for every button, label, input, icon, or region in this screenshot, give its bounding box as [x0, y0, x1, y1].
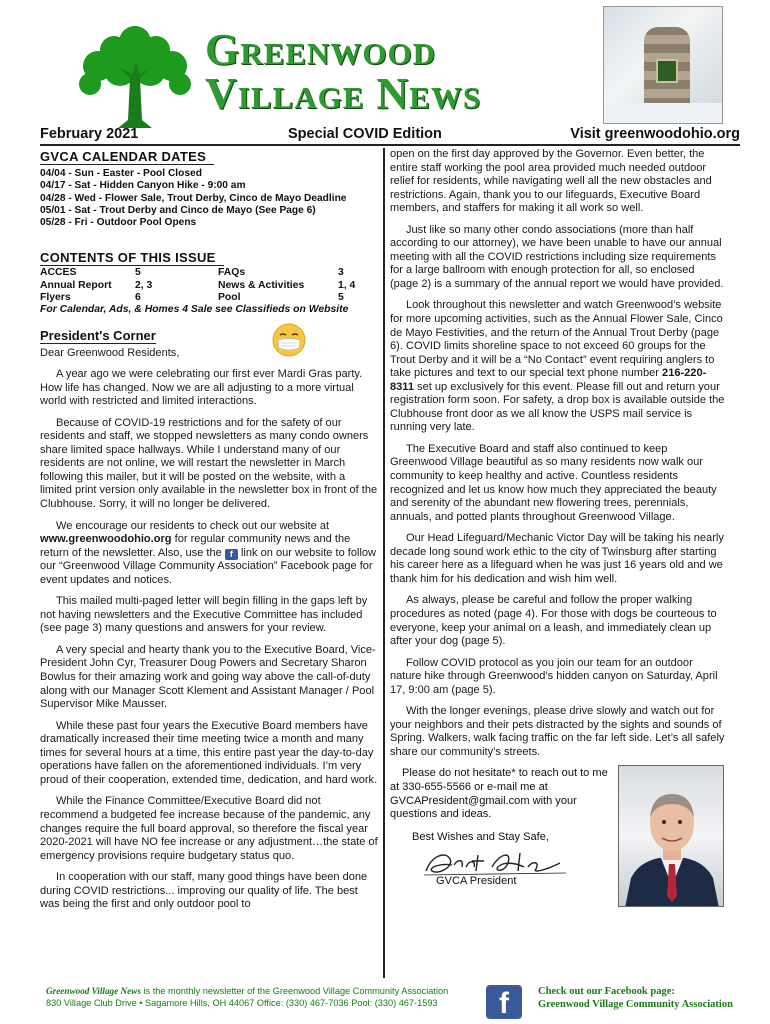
footer-info [46, 985, 448, 1009]
footer-text: is the monthly newsletter of the Greenwood Village Community Association [140, 986, 449, 996]
contents-entry: ACCES [40, 267, 77, 279]
facebook-callout-line2: Greenwood Village Community Association [538, 999, 733, 1010]
contents-page: 5 [338, 291, 344, 303]
visit-website: Visit greenwoodohio.org [570, 126, 740, 142]
newsletter-name: Greenwood Village News [46, 986, 141, 996]
facebook-callout[interactable] [538, 985, 733, 1011]
salutation: Dear Greenwood Residents, [40, 346, 180, 359]
best-wishes: Best Wishes and Stay Safe, [412, 831, 549, 844]
president-heading: President's Corner [40, 327, 156, 343]
paragraph: Follow COVID protocol as you join our team for an outdoor nature hike through Greenwood’s hidden canyon on Saturday, April 17, 9:00 am (page 5). [390, 656, 718, 696]
letter-continued [390, 148, 725, 759]
closing-paragraph: Please do not hesitate* to reach out to me at 330-655-5566 or e-mail me at GVCAPresident@gmail.com with your questions and ideas. [390, 767, 608, 821]
footer [0, 985, 770, 1024]
contents-section [40, 249, 380, 316]
contents-entry: News & Activities [218, 279, 305, 291]
entrance-sign-photo [603, 6, 723, 124]
text-run: Look throughout this newsletter and watch Greenwood’s website for more upcoming activities, such as the Annual Flower Sale, Cinco de Mayo Festivities, and the return of the Annual Trout Derby (page 6). COVID limits shoreline space to not exceed 60 groups for the Trout Derby and it will be a “No Contact” event requiring anglers to take pictures and text to our special text phone number [390, 299, 723, 380]
calendar-item: 04/17 - Sat - Hidden Canyon Hike - 9:00 am [40, 180, 246, 192]
contents-note: For Calendar, Ads, & Homes 4 Sale see Classifieds on Website [40, 304, 349, 316]
sign-plaque [656, 59, 678, 83]
paragraph: A very special and hearty thank you to the Executive Board, Vice-President John Cyr, Treasurer Doug Powers and Secretary Sharon Bowlus for their amazing work and going way above the call-of-duty along with our Manager Scott Klement and Assistant Manager / Pool Supervisor Mike Mausser. [40, 643, 376, 711]
contents-row [40, 267, 380, 279]
contents-page: 6 [135, 291, 141, 303]
closing-text [390, 767, 610, 821]
paragraph: While the Finance Committee/Executive Board did not recommend a budgeted fee increase because of the pandemic, any changes require the full board approval, so therefore the fiscal year 2020-2021 will have NO fee increase or any adjustment…the state of emergency provisions require budgetary status quo. [40, 795, 378, 862]
left-column [40, 148, 380, 920]
contents-entry: FAQs [218, 267, 246, 279]
paragraph: A year ago we were celebrating our first ever Mardi Gras party. How life has changed. Now we are all adjusting to a more virtual world with restricted and limited interactions. [40, 368, 363, 408]
issue-info-bar [40, 126, 740, 146]
paragraph: Our Head Lifeguard/Mechanic Victor Day will be taking his nearly decade long sound work ethic to the city of Twinsburg after starting his career here as a lifeguard when he was just 16 years old and we thank him for his dedication and wish him well. [390, 532, 724, 585]
facebook-callout-line1: Check out our Facebook page: [538, 986, 675, 997]
snow-ground [604, 103, 722, 123]
facebook-icon[interactable]: f [225, 549, 238, 560]
paragraph: In cooperation with our staff, many good things have been done during COVID restrictions... improving our quality of life. The best was being the first and only outdoor pool to [40, 871, 368, 911]
paragraph [40, 520, 380, 588]
calendar-item: 04/04 - Sun - Easter - Pool Closed [40, 168, 202, 179]
paragraph: Just like so many other condo associations (more than half according to our attorney), we have been unable to have our annual meeting with all the COVID restrictions including size requirements for a large ballroom with enough protection for all, so enclosed (page 2) is a summary of the annual report we would have provided. [390, 223, 724, 290]
facebook-icon[interactable]: f [486, 985, 522, 1019]
contents-table [40, 267, 380, 304]
issue-edition: Special COVID Edition [288, 126, 442, 142]
calendar-item: 05/28 - Fri - Outdoor Pool Opens [40, 217, 197, 229]
text-run: set up exclusively for this event. Please fill out and return your registration form soon. For safety, a drop box is available outside the Clubhouse front door as we all know the USPS mail service is running very late. [390, 380, 725, 434]
paragraph: Because of COVID-19 restrictions and for the safety of our residents and staff, we stopped newsletters as many condo owners share limited space hallways. While I understand many of our residents are not online, we will restart the newsletter in March following this mailer, but it will be posted on the website, with a limited print version only available in the newsletter box in front of the Clubhouse. Sorry, it will no longer be delivered. [40, 416, 378, 511]
signature-title: GVCA President [436, 875, 517, 888]
calendar-item: 05/01 - Sat - Trout Derby and Cinco de Mayo (See Page 6) [40, 204, 316, 216]
title-line2: Village News [205, 69, 482, 118]
contents-page: 3 [338, 267, 344, 279]
contents-page: 5 [135, 267, 141, 279]
calendar-heading: GVCA CALENDAR DATES [40, 149, 214, 165]
text-run: link on our website to follow our “Greenwood Village Community Association” Facebook page for event updates and notices. [40, 546, 377, 586]
president-letter [40, 347, 380, 912]
title-line1: Greenwood [205, 25, 436, 74]
footer-line2: 830 Village Club Drive • Sagamore Hills, OH 44067 Office: (330) 467-7036 Pool: (330) 467-1593 [46, 998, 438, 1009]
closing-block [390, 767, 725, 907]
right-column [390, 148, 725, 907]
contents-page: 2, 3 [135, 279, 153, 291]
masthead-title [205, 25, 482, 118]
paragraph: This mailed multi-paged letter will begin filling in the gaps left by not having newsletters and the Executive Committee has included (see page 3) many questions and answers for your review. [40, 595, 368, 635]
paragraph: As always, please be careful and follow the proper walking procedures as noted (page 4). For those with dogs be courteous to everyone, keep your animal on a leash, and immediately clean up after your dog (page 5). [390, 594, 717, 648]
column-divider [383, 148, 385, 978]
issue-date: February 2021 [40, 126, 139, 142]
paragraph: The Executive Board and staff also continued to keep Greenwood Village beautiful as so many residents now walk our community to keep healthy and active. Countless residents recognized and let us know how much they appreciated the beauty and serenity of the abundant new flowering trees, perennials, annuals, and potted plants throughout Greenwood Village. [390, 442, 717, 523]
contents-row [40, 280, 380, 292]
contents-heading: CONTENTS OF THIS ISSUE [40, 250, 224, 266]
website-link[interactable]: www.greenwoodohio.org [40, 533, 172, 546]
tree-logo-icon [70, 20, 200, 130]
masthead [0, 0, 770, 130]
text-phone-number: 216-220-8311 [390, 367, 707, 393]
president-heading-row [40, 327, 380, 357]
paragraph: open on the first day approved by the Governor. Even better, the entire staff working the pool area provided much needed outdoor relief for residents, while navigating well all the new obstacles and restrictions. Again, thank you to our lifeguards, Executive Board members, and staffers for making it all work so well. [390, 148, 712, 215]
contents-page: 1, 4 [338, 279, 356, 291]
paragraph: With the longer evenings, please drive slowly and watch out for your neighbors and their pets distracted by the sights and sounds of Spring. Walkers, walk facing traffic on the far left side. Let’s all safely share our community’s streets. [390, 705, 725, 758]
text-run: for regular community news and the return of the newsletter. Also, use the [40, 533, 351, 559]
president-portrait-photo [618, 765, 724, 907]
text-run: We encourage our residents to check out our website at [56, 519, 330, 532]
contents-entry: Pool [218, 291, 241, 303]
paragraph: While these past four years the Executive Board members have dramatically increased their time meeting twice a month and many times for several hours at a time, this entire past year the day-to-day operations have fallen on the aforementioned individuals. I’m very proud of their cooperation, extended time, dedication, and hard work. [40, 719, 378, 786]
contents-entry: Flyers [40, 291, 71, 303]
contents-entry: Annual Report [40, 279, 112, 291]
paragraph [390, 299, 725, 434]
calendar-list [40, 168, 380, 229]
calendar-item: 04/28 - Wed - Flower Sale, Trout Derby, Cinco de Mayo Deadline [40, 192, 347, 204]
contents-row [40, 292, 380, 304]
mask-face-emoji-icon [272, 323, 306, 357]
footer-line1 [46, 985, 448, 997]
